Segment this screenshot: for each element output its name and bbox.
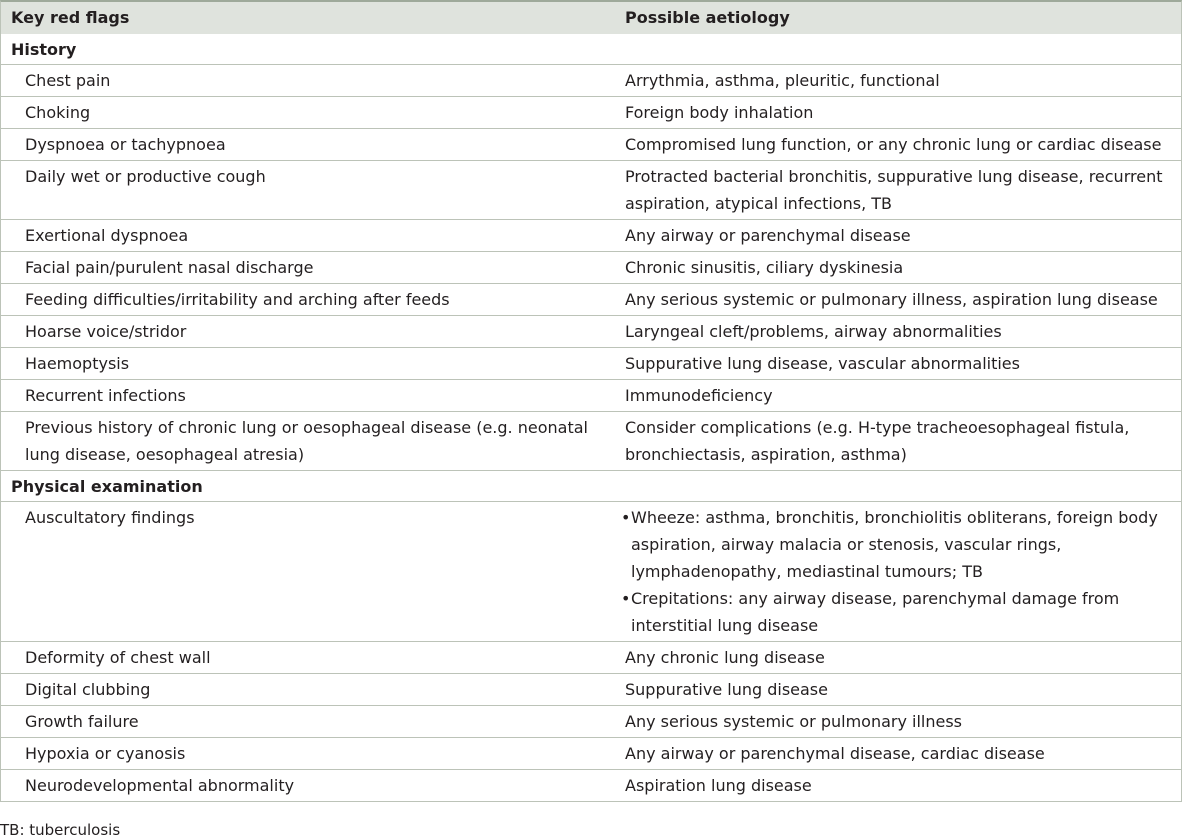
aetiology-cell: Consider complications (e.g. H-type tracheoesophageal fistula, bronchiectasis, aspiration, asthma) (625, 418, 1130, 464)
section-title: History (11, 40, 77, 59)
aetiology-cell: Laryngeal cleft/problems, airway abnormalities (625, 322, 1002, 341)
red-flag-cell: Previous history of chronic lung or oesophageal disease (e.g. neonatal lung disease, oesophageal atresia) (25, 418, 588, 464)
table-row (1, 283, 1181, 315)
section-title: Physical examination (11, 477, 203, 496)
aetiology-cell: Any serious systemic or pulmonary illness (625, 712, 963, 731)
aetiology-cell: Any serious systemic or pulmonary illness, aspiration lung disease (625, 290, 1158, 309)
table-row (1, 737, 1181, 769)
aetiology-cell: Any airway or parenchymal disease, cardiac disease (625, 744, 1045, 763)
aetiology-cell: Any chronic lung disease (625, 648, 825, 667)
table-row (1, 769, 1181, 801)
bullet-item (621, 504, 1171, 585)
aetiology-cell: Suppurative lung disease (625, 680, 828, 699)
table-row (1, 128, 1181, 160)
red-flag-cell: Neurodevelopmental abnormality (25, 776, 295, 795)
aetiology-cell: Any airway or parenchymal disease (625, 226, 911, 245)
red-flag-cell: Recurrent infections (25, 386, 186, 405)
bullet-item (621, 585, 1171, 639)
section-empty-cell (601, 471, 1181, 501)
red-flag-cell: Hoarse voice/stridor (25, 322, 187, 341)
aetiology-cell: Aspiration lung disease (625, 776, 812, 795)
bullet-icon: • (621, 589, 631, 608)
aetiology-cell: Arrythmia, asthma, pleuritic, functional (625, 71, 940, 90)
table-row (1, 641, 1181, 673)
header-key-red-flags: Key red flags (11, 8, 130, 27)
red-flag-cell: Auscultatory findings (25, 508, 195, 527)
aetiology-cell (601, 502, 1181, 641)
bullet-text: Crepitations: any airway disease, parenchymal damage from interstitial lung disease (631, 589, 1120, 635)
table-row (1, 315, 1181, 347)
table-row (1, 501, 1181, 641)
red-flag-cell: Daily wet or productive cough (25, 167, 266, 186)
aetiology-cell: Suppurative lung disease, vascular abnormalities (625, 354, 1020, 373)
table-row (1, 411, 1181, 470)
red-flag-cell: Deformity of chest wall (25, 648, 211, 667)
red-flag-cell: Chest pain (25, 71, 111, 90)
red-flag-cell: Hypoxia or cyanosis (25, 744, 186, 763)
red-flag-cell: Digital clubbing (25, 680, 151, 699)
table-row (1, 96, 1181, 128)
red-flag-cell: Choking (25, 103, 91, 122)
bullet-icon: • (621, 508, 631, 527)
table-row (1, 219, 1181, 251)
red-flag-cell: Dyspnoea or tachypnoea (25, 135, 226, 154)
aetiology-cell: Chronic sinusitis, ciliary dyskinesia (625, 258, 904, 277)
table-body (1, 34, 1181, 801)
red-flag-cell: Feeding difficulties/irritability and arching after feeds (25, 290, 450, 309)
table-row (1, 673, 1181, 705)
red-flag-cell: Haemoptysis (25, 354, 130, 373)
bullet-text: Wheeze: asthma, bronchitis, bronchiolitis obliterans, foreign body aspiration, airway malacia or stenosis, vascular rings, lymphadenopathy, mediastinal tumours; TB (631, 508, 1158, 581)
table-row (1, 251, 1181, 283)
table-row (1, 160, 1181, 219)
header-possible-aetiology: Possible aetiology (625, 8, 790, 27)
red-flag-cell: Facial pain/purulent nasal discharge (25, 258, 314, 277)
aetiology-cell: Compromised lung function, or any chronic lung or cardiac disease (625, 135, 1162, 154)
table-row (1, 379, 1181, 411)
aetiology-cell: Foreign body inhalation (625, 103, 814, 122)
table-row (1, 64, 1181, 96)
section-empty-cell (601, 34, 1181, 64)
table-row (1, 347, 1181, 379)
footnote: TB: tuberculosis (0, 821, 121, 839)
table-row (1, 705, 1181, 737)
red-flag-cell: Growth failure (25, 712, 139, 731)
section-header-row (1, 34, 1181, 64)
aetiology-cell: Protracted bacterial bronchitis, suppurative lung disease, recurrent aspiration, atypical infections, TB (625, 167, 1163, 213)
section-header-row (1, 470, 1181, 501)
red-flag-cell: Exertional dyspnoea (25, 226, 189, 245)
aetiology-cell: Immunodeficiency (625, 386, 773, 405)
table-header-row (1, 2, 1181, 34)
